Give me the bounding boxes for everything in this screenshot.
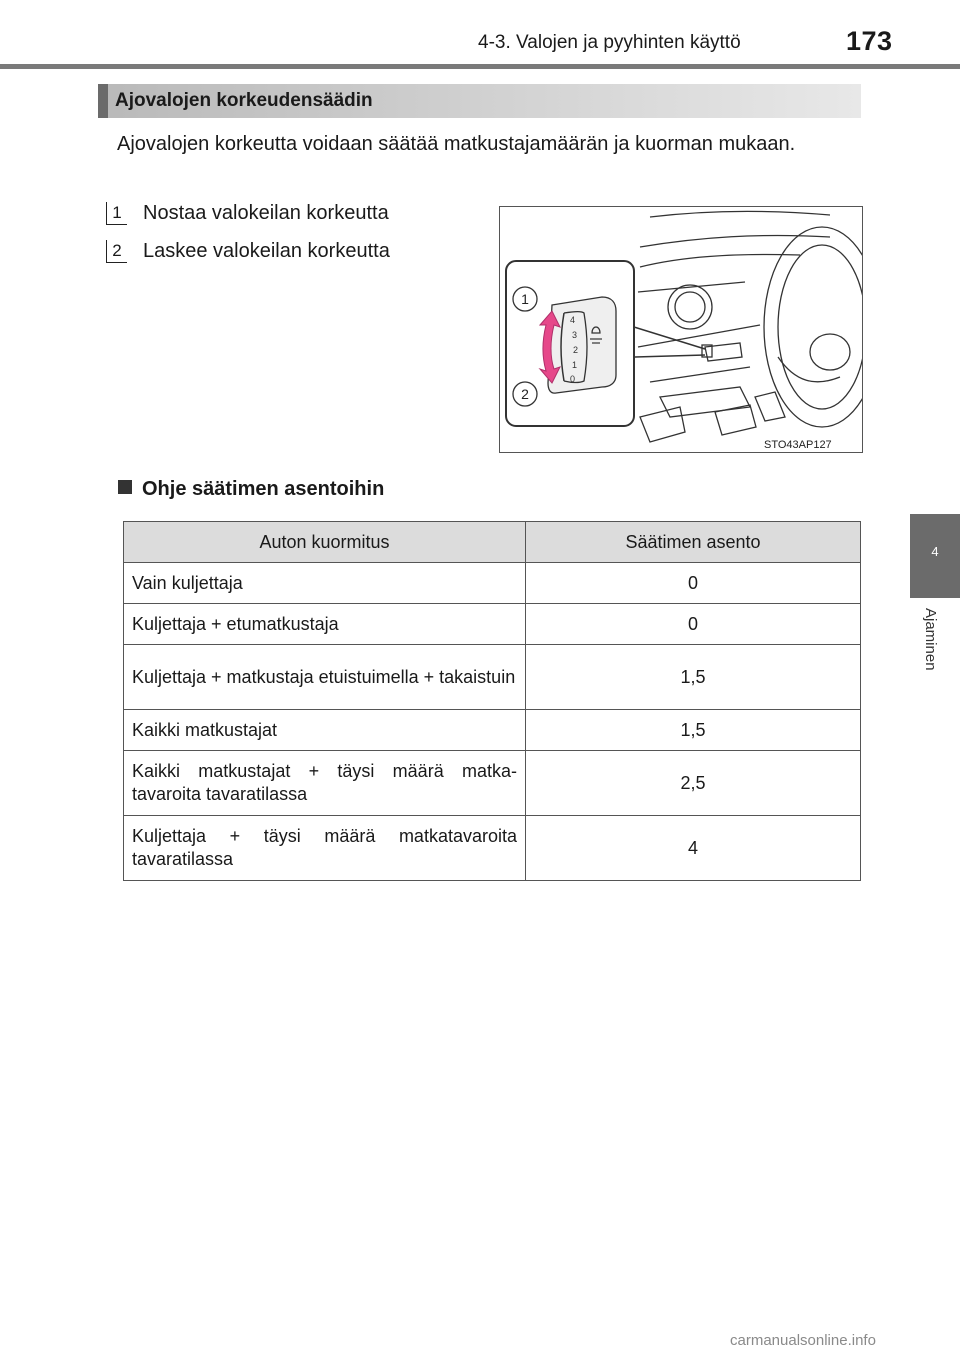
table-row	[124, 751, 861, 816]
load-cell: Kuljettaja + täysi määrä matkatavaroita tavaratilassa	[124, 816, 526, 881]
leveling-guide-table	[123, 521, 861, 881]
position-cell: 2,5	[526, 751, 861, 816]
dial-mark: 3	[572, 330, 578, 340]
callout-number: 2	[521, 386, 529, 402]
dashboard-drawing	[500, 207, 862, 452]
item-text: Nostaa valokeilan korkeutta	[143, 202, 389, 224]
position-cell: 0	[526, 604, 861, 645]
item-number-badge: 2	[106, 240, 127, 263]
table-row	[124, 710, 861, 751]
section-title: Ajovalojen korkeudensäädin	[115, 90, 373, 111]
chapter-tab	[910, 514, 960, 598]
running-header: 4-3. Valojen ja pyyhinten käyttö	[478, 32, 741, 53]
section-accent	[98, 84, 108, 118]
dial-mark: 4	[570, 315, 576, 325]
table-row	[124, 563, 861, 604]
table-row	[124, 604, 861, 645]
intro-paragraph: Ajovalojen korkeutta voidaan säätää matkustajamäärän ja kuorman mukaan.	[117, 133, 796, 155]
square-bullet-icon	[118, 480, 132, 494]
list-item	[106, 202, 389, 225]
subsection-heading	[118, 478, 384, 501]
position-cell: 1,5	[526, 645, 861, 710]
position-cell: 0	[526, 563, 861, 604]
load-cell: Kaikki matkustajat + täysi määrä matka-tavaroita tavaratilassa	[124, 751, 526, 816]
position-cell: 4	[526, 816, 861, 881]
load-cell: Kuljettaja + matkustaja etuistuimella + takaistuin	[124, 645, 526, 710]
item-text: Laskee valokeilan korkeutta	[143, 240, 390, 262]
table-row	[124, 645, 861, 710]
chapter-number: 4	[931, 544, 939, 559]
subsection-title: Ohje säätimen asentoihin	[142, 478, 385, 500]
watermark-footer: carmanualsonline.info	[730, 1332, 876, 1349]
header-rule	[0, 64, 960, 69]
position-cell: 1,5	[526, 710, 861, 751]
load-cell: Vain kuljettaja	[124, 563, 526, 604]
table-header-row	[124, 522, 861, 563]
load-cell: Kaikki matkustajat	[124, 710, 526, 751]
dial-mark: 2	[573, 345, 579, 355]
column-header: Auton kuormitus	[124, 522, 526, 563]
section-title-bar	[98, 84, 861, 118]
dial-mark: 0	[570, 374, 576, 384]
chapter-label: Ajaminen	[922, 608, 939, 671]
callout-number: 1	[521, 291, 529, 307]
load-cell: Kuljettaja + etumatkustaja	[124, 604, 526, 645]
table-row	[124, 816, 861, 881]
list-item	[106, 240, 390, 263]
illustration-code: STO43AP127	[764, 439, 832, 451]
column-header: Säätimen asento	[526, 522, 861, 563]
headlight-leveling-illustration	[499, 206, 863, 453]
item-number-badge: 1	[106, 202, 127, 225]
dial-mark: 1	[572, 360, 578, 370]
page-number: 173	[846, 26, 893, 56]
